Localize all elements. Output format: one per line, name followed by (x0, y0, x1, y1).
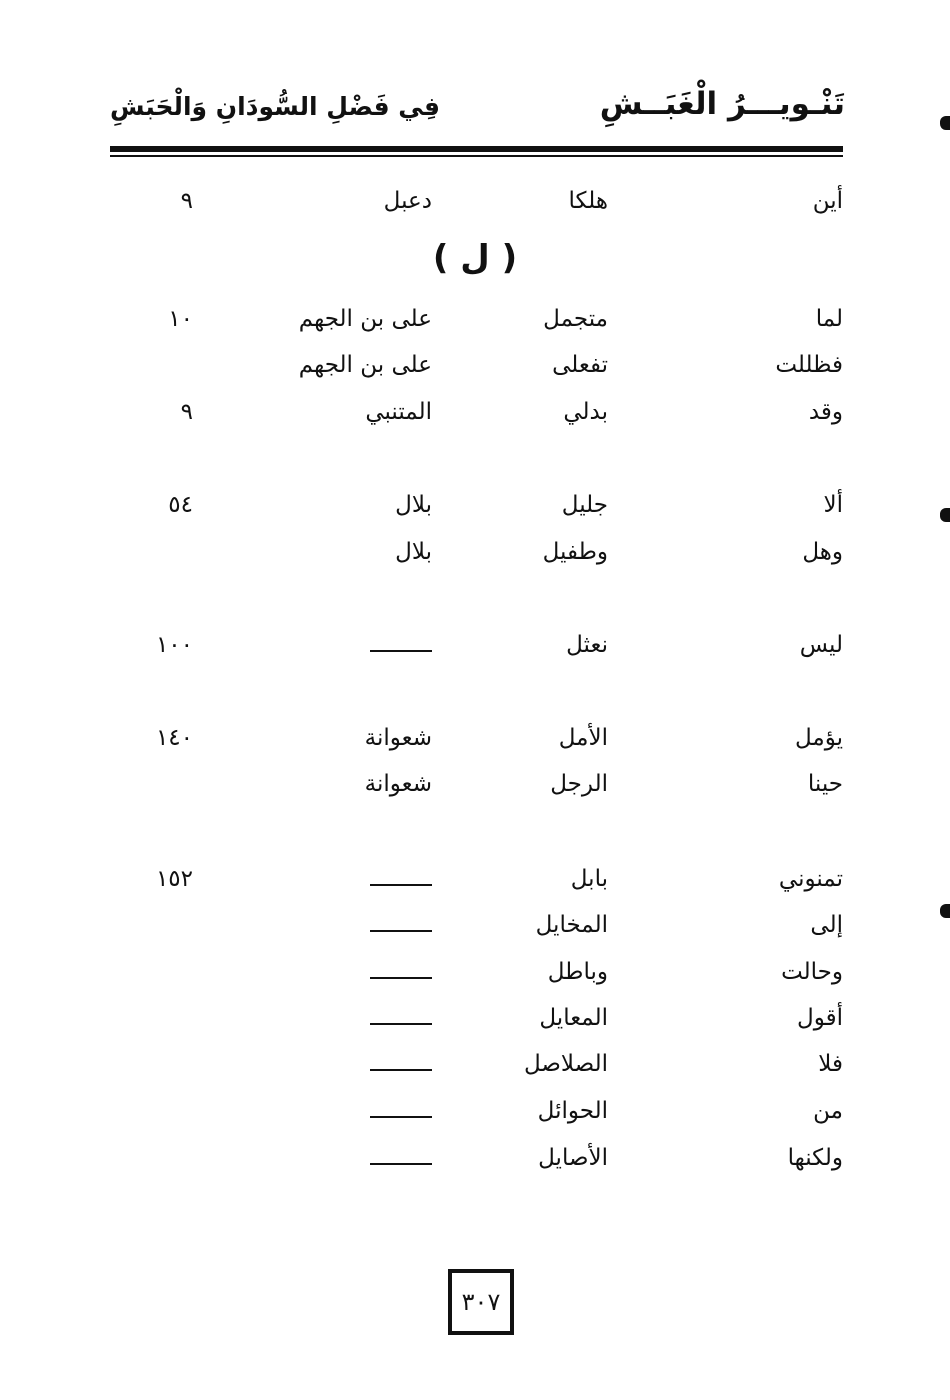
poet-dash (370, 1116, 432, 1118)
index-row (0, 1137, 950, 1181)
first-word: إلى (810, 912, 843, 938)
rhyme-word: الأصايل (538, 1145, 608, 1171)
index-row (0, 180, 950, 224)
first-word: من (813, 1098, 843, 1124)
index-row (0, 624, 950, 668)
first-word: يؤمل (794, 725, 843, 751)
poet-name: بلال (395, 539, 432, 565)
first-word: فظللت (775, 352, 843, 378)
poet-name: على بن الجهم (298, 306, 432, 332)
poet-name: المتنبي (365, 399, 432, 425)
index-row (0, 344, 950, 388)
index-row (0, 484, 950, 528)
page-ref: ١٠ (168, 306, 193, 332)
book-subtitle: فِي فَضْلِ السُّودَانِ وَالْحَبَشِ (110, 92, 440, 121)
poet-dash (370, 1163, 432, 1165)
rhyme-word: وباطل (547, 959, 608, 985)
first-word: وقد (808, 399, 843, 425)
rhyme-word: جليل (561, 492, 608, 518)
first-word: ليس (799, 632, 843, 658)
rhyme-word: بدلي (563, 399, 608, 425)
rhyme-word: الرجل (550, 771, 608, 797)
margin-thumb-mark (940, 508, 950, 522)
page-ref: ٩ (180, 188, 193, 214)
rhyme-word: وطفيل (542, 539, 608, 565)
poet-name: دعبل (383, 188, 432, 214)
rhyme-word: الصلاصل (523, 1051, 608, 1077)
page-ref: ٩ (180, 399, 193, 425)
first-word: لما (815, 306, 843, 332)
first-word: تمنوني (778, 866, 843, 892)
header-rule-thin (110, 155, 843, 157)
page-number-text: ٣٠٧ (461, 1288, 501, 1316)
index-row (0, 763, 950, 807)
page-ref: ١٥٢ (155, 866, 193, 892)
page-ref: ١٠٠ (155, 632, 193, 658)
rhyme-word: الحوائل (537, 1098, 608, 1124)
index-row (0, 1090, 950, 1134)
first-word: حينا (807, 771, 843, 797)
poet-dash (370, 977, 432, 979)
poet-name: شعوانة (364, 771, 432, 797)
margin-thumb-mark (940, 116, 950, 130)
first-word: فلا (818, 1051, 843, 1077)
index-row (0, 858, 950, 902)
poet-dash (370, 930, 432, 932)
poet-name: على بن الجهم (298, 352, 432, 378)
rhyme-word: المعايل (539, 1005, 608, 1031)
rhyme-word: نعثل (566, 632, 608, 658)
header-rule-thick (110, 146, 843, 152)
first-word: وحالت (781, 959, 843, 985)
first-word: أين (812, 188, 843, 214)
poet-dash (370, 1023, 432, 1025)
rhyme-word: متجمل (543, 306, 608, 332)
page-ref: ١٤٠ (155, 725, 193, 751)
index-row (0, 391, 950, 435)
margin-thumb-mark (940, 904, 950, 918)
index-row (0, 1043, 950, 1087)
index-row (0, 298, 950, 342)
index-row (0, 951, 950, 995)
poet-name: بلال (395, 492, 432, 518)
rhyme-word: بابل (570, 866, 608, 892)
rhyme-word: المخايل (535, 912, 608, 938)
index-row (0, 717, 950, 761)
rhyme-word: هلكا (568, 188, 608, 214)
first-word: أقول (797, 1005, 843, 1031)
index-row (0, 997, 950, 1041)
poet-dash (370, 650, 432, 652)
poet-dash (370, 884, 432, 886)
first-word: ألا (823, 492, 843, 518)
section-title: ( ل ) (432, 238, 518, 278)
poet-name: شعوانة (364, 725, 432, 751)
page-number (448, 1269, 514, 1335)
index-row (0, 531, 950, 575)
rhyme-word: الأمل (558, 725, 608, 751)
book-title: تَنْـويـــرُ الْغَبَــشِ (599, 86, 845, 122)
poet-dash (370, 1069, 432, 1071)
rhyme-word: تفعلى (552, 352, 608, 378)
page-ref: ٥٤ (168, 492, 193, 518)
first-word: ولكنها (787, 1145, 843, 1171)
index-row (0, 904, 950, 948)
first-word: وهل (802, 539, 843, 565)
